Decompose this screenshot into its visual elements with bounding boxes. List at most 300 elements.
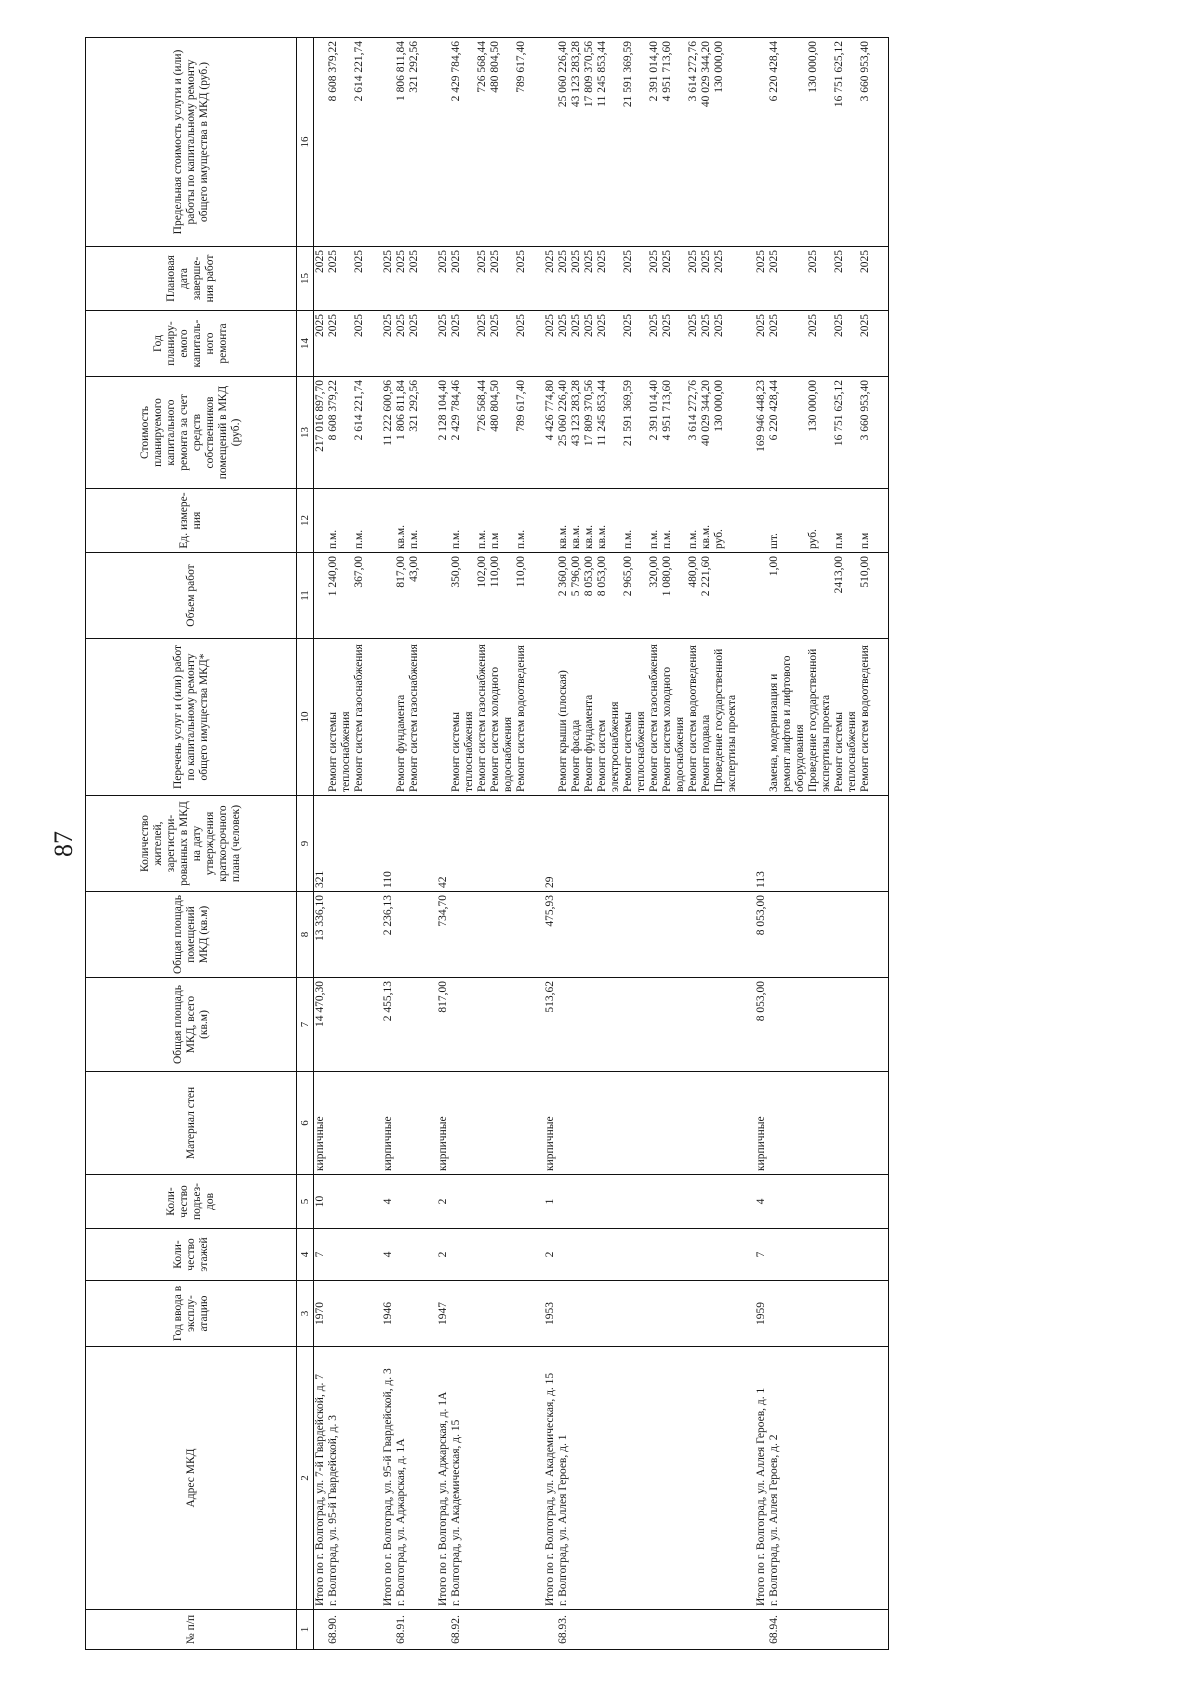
table-cell [622, 1175, 648, 1229]
table-cell [314, 553, 328, 639]
work-name: Ремонт систем водоотведения [687, 639, 700, 796]
col-number: 13 [297, 377, 314, 489]
table-cell [583, 1610, 596, 1650]
work-year: 2025 [395, 311, 408, 377]
table-cell [833, 1072, 859, 1175]
table-cell [366, 377, 382, 489]
work-unit: шт. [768, 489, 807, 553]
table-cell [395, 1072, 408, 1175]
work-volume: 43,00 [408, 553, 421, 639]
table-cell [476, 1175, 489, 1229]
total-end-date: 2025 [382, 247, 395, 311]
total-cost: 169 946 448,23 [755, 377, 768, 489]
table-cell [437, 38, 450, 247]
col-header: Предельная стоимость услуги и (или) работы по капитальному ремонту общего имущества в МКД (руб.) [86, 38, 297, 247]
table-cell [421, 978, 437, 1072]
work-unit: п.м. [661, 489, 687, 553]
work-limit-cost: 321 292,56 [408, 38, 421, 247]
work-year: 2025 [557, 311, 570, 377]
work-limit-cost: 43 123 283,28 [570, 38, 583, 247]
table-cell [528, 639, 544, 796]
table-row [687, 38, 700, 1650]
table-cell [622, 796, 648, 892]
col-number: 14 [297, 311, 314, 377]
spacer-row [366, 38, 382, 1650]
total-entrances: 10 [314, 1175, 328, 1229]
col-header: Год планиру-емого капиталь-ного ремонта [86, 311, 297, 377]
table-cell [366, 247, 382, 311]
table-body [314, 38, 889, 1650]
table-cell [450, 796, 476, 892]
work-limit-cost: 6 220 428,44 [768, 38, 807, 247]
table-cell [327, 1175, 353, 1229]
table-cell [648, 796, 661, 892]
table-cell [768, 1072, 807, 1175]
work-cost: 21 591 369,59 [622, 377, 648, 489]
work-year: 2025 [807, 311, 833, 377]
table-cell [570, 796, 583, 892]
total-floors: 7 [314, 1229, 328, 1281]
table-cell [366, 1610, 382, 1650]
table-cell [437, 489, 450, 553]
table-row [570, 38, 583, 1650]
table-cell [687, 892, 700, 978]
total-plan-year: 2025 [382, 311, 395, 377]
table-cell [700, 1347, 713, 1610]
table-cell [622, 1610, 648, 1650]
table-cell [739, 1175, 755, 1229]
total-area-total: 8 053,00 [755, 978, 768, 1072]
work-year: 2025 [408, 311, 421, 377]
table-cell [687, 978, 700, 1072]
table-cell [476, 978, 489, 1072]
item-number: 68.92. [450, 1610, 476, 1650]
work-volume: 2 221,60 [700, 553, 713, 639]
table-cell [807, 978, 833, 1072]
col-header: Количество жителей, зарегистри-рованных в МКД на дату утверждения краткосрочного плана (человек) [86, 796, 297, 892]
table-cell [807, 1072, 833, 1175]
work-name: Ремонт подвала [700, 639, 713, 796]
table-cell [395, 796, 408, 892]
work-limit-cost: 17 809 370,56 [583, 38, 596, 247]
col-header: Адрес МКД [86, 1347, 297, 1610]
table-cell [382, 1610, 395, 1650]
header-row [86, 38, 297, 1650]
table-cell [700, 1175, 713, 1229]
work-volume: 480,00 [687, 553, 700, 639]
table-cell [570, 1281, 583, 1347]
table-cell [408, 1175, 421, 1229]
work-cost: 130 000,00 [807, 377, 833, 489]
work-cost: 43 123 283,28 [570, 377, 583, 489]
table-cell [713, 1175, 739, 1229]
work-cost: 480 804,50 [489, 377, 515, 489]
table-cell [872, 553, 889, 639]
total-cost: 11 222 600,96 [382, 377, 395, 489]
table-cell [528, 1347, 544, 1610]
work-limit-cost: 3 614 272,76 [687, 38, 700, 247]
table-cell [872, 1281, 889, 1347]
work-cost: 4 951 713,60 [661, 377, 687, 489]
work-end-date: 2025 [687, 247, 700, 311]
table-cell [807, 796, 833, 892]
table-cell [739, 377, 755, 489]
table-cell [489, 1175, 515, 1229]
work-cost: 17 809 370,56 [583, 377, 596, 489]
table-cell [648, 892, 661, 978]
table-cell [648, 1072, 661, 1175]
table-cell [872, 892, 889, 978]
table-cell [570, 1175, 583, 1229]
work-end-date: 2025 [353, 247, 366, 311]
work-year: 2025 [327, 311, 353, 377]
table-cell [739, 978, 755, 1072]
table-cell [661, 1175, 687, 1229]
spacer-row [872, 38, 889, 1650]
rotated-document [45, 38, 1165, 1650]
work-end-date: 2025 [450, 247, 476, 311]
total-area-premises: 734,70 [437, 892, 450, 978]
table-cell [366, 38, 382, 247]
work-name: Проведение государственной экспертизы проекта [807, 639, 833, 796]
work-year: 2025 [596, 311, 622, 377]
table-cell [570, 978, 583, 1072]
table-cell [622, 1347, 648, 1610]
table-cell [596, 892, 622, 978]
work-volume: 350,00 [450, 553, 476, 639]
table-cell [353, 796, 366, 892]
item-address: г. Волгоград, ул. Аллея Героев, д. 1 [557, 1347, 570, 1610]
table-cell [450, 1175, 476, 1229]
table-cell [450, 1229, 476, 1281]
col-header: Коли-чество подъез-дов [86, 1175, 297, 1229]
work-limit-cost: 25 060 226,40 [557, 38, 570, 247]
table-row [807, 38, 833, 1650]
work-end-date: 2025 [859, 247, 872, 311]
work-unit: п.м. [515, 489, 528, 553]
table-cell [661, 1229, 687, 1281]
table-cell [489, 1347, 515, 1610]
work-limit-cost: 16 751 625,12 [833, 38, 859, 247]
work-year: 2025 [859, 311, 872, 377]
table-cell [489, 1072, 515, 1175]
table-cell [596, 796, 622, 892]
table-cell [872, 1610, 889, 1650]
table-cell [450, 978, 476, 1072]
work-cost: 6 220 428,44 [768, 377, 807, 489]
col-number: 3 [297, 1281, 314, 1347]
col-number: 12 [297, 489, 314, 553]
table-cell [739, 38, 755, 247]
table-cell [872, 311, 889, 377]
col-header: Материал стен [86, 1072, 297, 1175]
total-area-total: 817,00 [437, 978, 450, 1072]
table-cell [327, 1281, 353, 1347]
table-cell [622, 892, 648, 978]
work-unit: кв.м. [570, 489, 583, 553]
work-end-date: 2025 [622, 247, 648, 311]
total-end-date: 2025 [755, 247, 768, 311]
total-floors: 7 [755, 1229, 768, 1281]
work-unit: п.м [489, 489, 515, 553]
table-cell [872, 38, 889, 247]
table-cell [833, 1347, 859, 1610]
item-number: 68.91. [395, 1610, 408, 1650]
work-year: 2025 [661, 311, 687, 377]
col-number: 11 [297, 553, 314, 639]
table-row [450, 38, 476, 1650]
total-label: Итого по г. Волгоград, ул. Аллея Героев, д. 1 [755, 1347, 768, 1610]
table-cell [528, 247, 544, 311]
work-name: Ремонт системы теплоснабжения [833, 639, 859, 796]
item-address: г. Волгоград, ул. Аллея Героев, д. 2 [768, 1347, 807, 1610]
total-plan-year: 2025 [314, 311, 328, 377]
work-unit: п.м. [648, 489, 661, 553]
table-cell [353, 1072, 366, 1175]
work-end-date: 2025 [661, 247, 687, 311]
table-cell [859, 978, 872, 1072]
work-limit-cost: 130 000,00 [807, 38, 833, 247]
table-cell [489, 978, 515, 1072]
work-unit: п.м [833, 489, 859, 553]
table-cell [528, 1175, 544, 1229]
table-cell [489, 892, 515, 978]
table-cell [476, 1229, 489, 1281]
table-cell [739, 489, 755, 553]
table-cell [489, 1281, 515, 1347]
table-cell [327, 796, 353, 892]
table-cell [700, 1072, 713, 1175]
item-number: 68.90. [327, 1610, 353, 1650]
table-cell [421, 377, 437, 489]
table-cell [557, 1072, 570, 1175]
col-number: 8 [297, 892, 314, 978]
table-cell [872, 1229, 889, 1281]
table-cell [583, 796, 596, 892]
table-cell [450, 1281, 476, 1347]
table-cell [583, 1175, 596, 1229]
total-residents: 29 [544, 796, 557, 892]
work-cost: 321 292,56 [408, 377, 421, 489]
total-floors: 2 [544, 1229, 557, 1281]
table-cell [366, 1347, 382, 1610]
col-number: 2 [297, 1347, 314, 1610]
table-cell [528, 978, 544, 1072]
table-cell [807, 1610, 833, 1650]
work-year: 2025 [489, 311, 515, 377]
table-cell [408, 1072, 421, 1175]
work-year: 2025 [713, 311, 739, 377]
total-row [314, 38, 328, 1650]
total-end-date: 2025 [437, 247, 450, 311]
table-row [515, 38, 528, 1650]
table-cell [739, 1347, 755, 1610]
work-end-date: 2025 [408, 247, 421, 311]
work-cost: 789 617,40 [515, 377, 528, 489]
work-unit: руб. [713, 489, 739, 553]
work-name: Ремонт систем газоснабжения [408, 639, 421, 796]
table-cell [395, 892, 408, 978]
work-cost: 3 660 953,40 [859, 377, 872, 489]
table-row [353, 38, 366, 1650]
table-cell [476, 796, 489, 892]
table-cell [768, 978, 807, 1072]
table-cell [583, 1281, 596, 1347]
total-cost: 2 128 104,40 [437, 377, 450, 489]
table-cell [583, 1347, 596, 1610]
table-cell [515, 978, 528, 1072]
table-cell [476, 1281, 489, 1347]
table-cell [421, 1347, 437, 1610]
total-residents: 321 [314, 796, 328, 892]
col-number: 9 [297, 796, 314, 892]
table-cell [528, 38, 544, 247]
table-cell [314, 489, 328, 553]
table-cell [366, 1281, 382, 1347]
total-entrances: 4 [755, 1175, 768, 1229]
table-cell [859, 1175, 872, 1229]
work-cost: 1 806 811,84 [395, 377, 408, 489]
work-cost: 726 568,44 [476, 377, 489, 489]
table-row [859, 38, 872, 1650]
table-cell [700, 1229, 713, 1281]
table-cell [859, 892, 872, 978]
table-cell [700, 1610, 713, 1650]
work-volume: 110,00 [515, 553, 528, 639]
table-cell [700, 796, 713, 892]
total-residents: 113 [755, 796, 768, 892]
table-row [700, 38, 713, 1650]
total-label: Итого по г. Волгоград, ул. 7-й Гвардейской, д. 7 [314, 1347, 328, 1610]
table-cell [408, 796, 421, 892]
table-cell [570, 1229, 583, 1281]
table-cell [366, 1175, 382, 1229]
table-cell [421, 892, 437, 978]
total-area-total: 14 470,30 [314, 978, 328, 1072]
work-cost: 3 614 272,76 [687, 377, 700, 489]
work-end-date: 2025 [476, 247, 489, 311]
table-cell [622, 1072, 648, 1175]
table-cell [395, 1175, 408, 1229]
total-label: Итого по г. Волгоград, ул. 95-й Гвардейской, д. 3 [382, 1347, 395, 1610]
table-cell [872, 1175, 889, 1229]
table-cell [366, 1229, 382, 1281]
table-row [596, 38, 622, 1650]
work-year: 2025 [515, 311, 528, 377]
table-cell [872, 377, 889, 489]
work-name: Ремонт систем водоотведения [515, 639, 528, 796]
table-cell [366, 553, 382, 639]
work-volume [807, 553, 833, 639]
total-area-total: 513,62 [544, 978, 557, 1072]
work-cost: 8 608 379,22 [327, 377, 353, 489]
table-cell [528, 553, 544, 639]
table-cell [596, 1072, 622, 1175]
work-name: Ремонт фасада [570, 639, 583, 796]
work-end-date: 2025 [648, 247, 661, 311]
work-cost: 16 751 625,12 [833, 377, 859, 489]
work-year: 2025 [622, 311, 648, 377]
table-cell [353, 892, 366, 978]
table-cell [395, 1281, 408, 1347]
total-area-premises: 475,93 [544, 892, 557, 978]
total-year: 1959 [755, 1281, 768, 1347]
table-cell [366, 639, 382, 796]
work-volume: 320,00 [648, 553, 661, 639]
table-cell [544, 1610, 557, 1650]
col-header: Год ввода в эксплу-атацию [86, 1281, 297, 1347]
table-cell [755, 553, 768, 639]
table-cell [661, 978, 687, 1072]
work-name: Ремонт систем холодного водоснабжения [661, 639, 687, 796]
table-cell [528, 1072, 544, 1175]
total-area-premises: 13 336,10 [314, 892, 328, 978]
table-cell [739, 639, 755, 796]
work-limit-cost: 3 660 953,40 [859, 38, 872, 247]
work-unit: п.м. [476, 489, 489, 553]
table-cell [859, 1072, 872, 1175]
table-cell [570, 1610, 583, 1650]
table-cell [421, 1610, 437, 1650]
table-cell [528, 377, 544, 489]
work-name: Ремонт системы теплоснабжения [622, 639, 648, 796]
table-cell [528, 796, 544, 892]
work-end-date: 2025 [395, 247, 408, 311]
work-volume: 8 053,00 [596, 553, 622, 639]
col-number: 16 [297, 38, 314, 247]
work-year: 2025 [353, 311, 366, 377]
table-cell [596, 1175, 622, 1229]
total-floors: 4 [382, 1229, 395, 1281]
work-volume: 2413,00 [833, 553, 859, 639]
work-limit-cost: 2 614 221,74 [353, 38, 366, 247]
table-cell [421, 1281, 437, 1347]
table-cell [687, 1229, 700, 1281]
work-name: Ремонт системы теплоснабжения [327, 639, 353, 796]
work-cost: 11 245 853,44 [596, 377, 622, 489]
work-name: Замена, модернизация и ремонт лифтов и лифтового оборудования [768, 639, 807, 796]
work-limit-cost: 2 429 784,46 [450, 38, 476, 247]
total-area-premises: 8 053,00 [755, 892, 768, 978]
work-unit: кв.м. [596, 489, 622, 553]
work-limit-cost: 1 806 811,84 [395, 38, 408, 247]
table-cell [622, 978, 648, 1072]
table-cell [408, 1610, 421, 1650]
table-row [408, 38, 421, 1650]
table-cell [421, 553, 437, 639]
table-cell [528, 489, 544, 553]
table-cell [687, 1175, 700, 1229]
total-entrances: 2 [437, 1175, 450, 1229]
spacer-row [739, 38, 755, 1650]
table-cell [596, 978, 622, 1072]
col-number: 4 [297, 1229, 314, 1281]
work-end-date: 2025 [583, 247, 596, 311]
table-cell [807, 1281, 833, 1347]
work-limit-cost: 21 591 369,59 [622, 38, 648, 247]
table-cell [713, 1281, 739, 1347]
work-year: 2025 [570, 311, 583, 377]
table-cell [450, 892, 476, 978]
work-unit: руб. [807, 489, 833, 553]
total-area-total: 2 455,13 [382, 978, 395, 1072]
work-cost: 25 060 226,40 [557, 377, 570, 489]
table-cell [476, 1072, 489, 1175]
total-plan-year: 2025 [544, 311, 557, 377]
work-volume: 510,00 [859, 553, 872, 639]
total-row [544, 38, 557, 1650]
work-limit-cost: 40 029 344,20 [700, 38, 713, 247]
